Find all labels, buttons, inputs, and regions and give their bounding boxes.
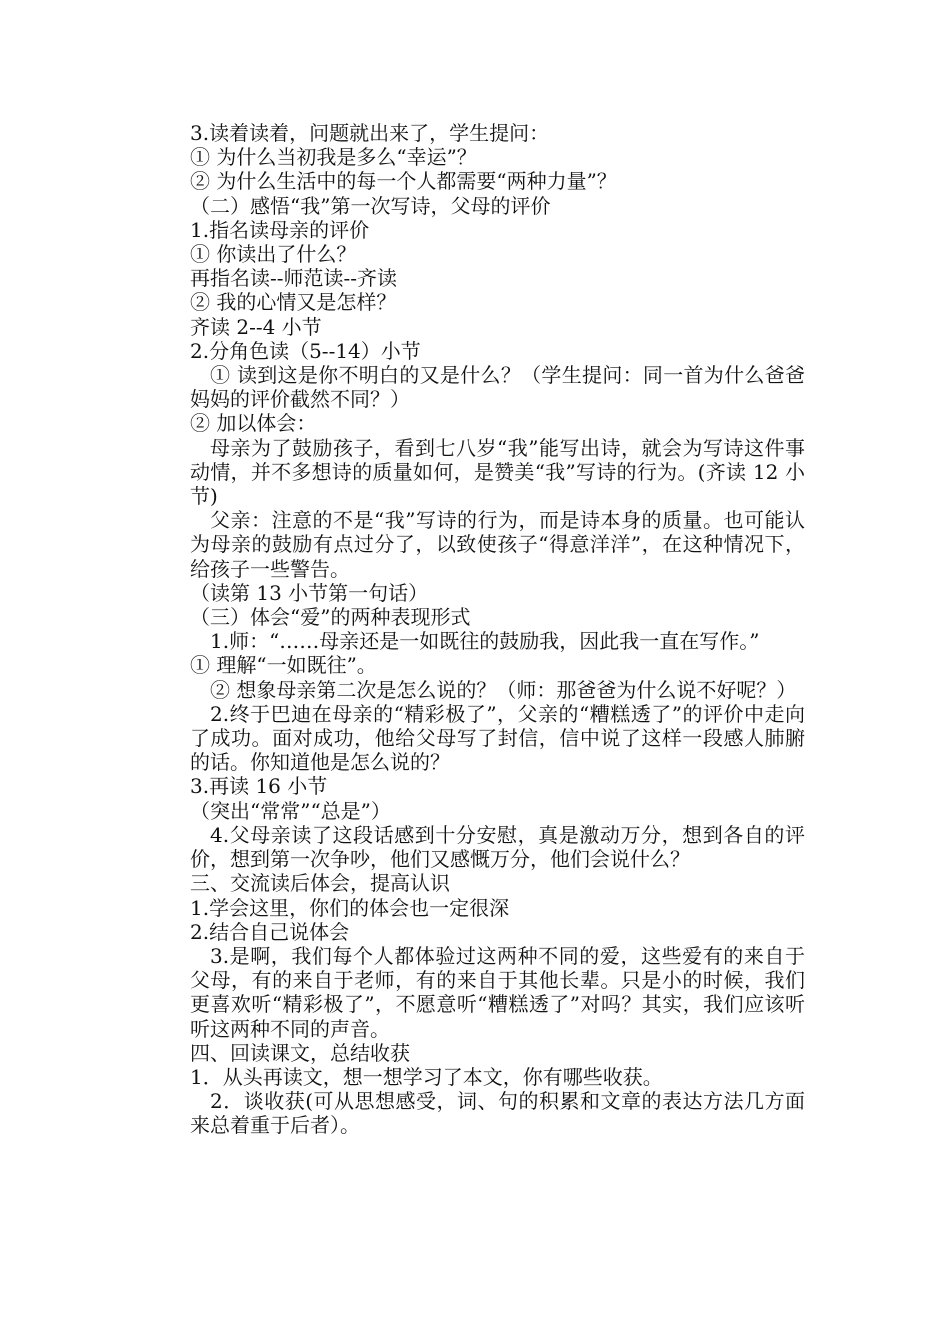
text-line: ② 我的心情又是怎样？: [190, 290, 397, 315]
section-heading: 四、回读课文，总结收获: [190, 1040, 410, 1065]
section-heading: （二）感悟“我”第一次写诗，父母的评价: [190, 193, 551, 218]
text-line: ② 为什么生活中的每一个人都需要“两种力量”？: [190, 169, 617, 194]
text-line: 1．从头再读文，想一想学习了本文，你有哪些收获。: [190, 1064, 663, 1089]
text-line: 3.读着读着，问题就出来了，学生提问：: [190, 121, 550, 145]
paragraph: 2．谈收获(可从思想感受，词、句的积累和文章的表达方法几方面来总着重于后者）。: [190, 1089, 805, 1138]
text-line: ② 加以体会：: [190, 411, 317, 436]
text-line: （突出“常常”“总是”）: [190, 798, 391, 823]
paragraph: 2.终于巴迪在母亲的“精彩极了”，父亲的“糟糕透了”的评价中走向了成功。面对成功，他给父母写了封信，信中说了这样一段感人肺腑的话。你知道他是怎么说的？: [190, 701, 805, 775]
text-line: 齐读 2--4 小节: [190, 314, 322, 339]
paragraph: ① 读到这是你不明白的又是什么？（学生提问：同一首为什么爸爸妈妈的评价截然不同？）: [190, 363, 805, 412]
section-heading: （三）体会“爱”的两种表现形式: [190, 605, 471, 630]
text-line: 再指名读--师范读--齐读: [190, 266, 398, 291]
paragraph: ② 想象母亲第二次是怎么说的？（师：那爸爸为什么说不好呢？）: [210, 677, 797, 702]
text-line: ① 你读出了什么？: [190, 242, 357, 267]
section-heading: 三、交流读后体会，提高认识: [190, 871, 450, 896]
paragraph: 母亲为了鼓励孩子，看到七八岁“我”能写出诗，就会为写诗这件事动情，并不多想诗的质量如何，是赞美“我”写诗的行为。(齐读 12 小节): [190, 435, 805, 509]
text-line: 2.结合自己说体会: [190, 919, 350, 944]
text-line: 1.指名读母亲的评价: [190, 217, 370, 242]
document-body: [190, 121, 805, 1138]
text-line: 3.再读 16 小节: [190, 774, 328, 799]
paragraph: 父亲：注意的不是“我”写诗的行为，而是诗本身的质量。也可能认为母亲的鼓励有点过分了，以致使孩子“得意洋洋”，在这种情况下，给孩子一些警告。: [190, 508, 805, 581]
text-line: （读第 13 小节第一句话）: [190, 580, 429, 605]
paragraph: 3.是啊，我们每个人都体验过这两种不同的爱，这些爱有的来自于父母，有的来自于老师，有的来自于其他长辈。只是小的时候，我们更喜欢听“精彩极了”，不愿意听“糟糕透了”对吗？其实，我们应该听听这两种不同的声音。: [190, 943, 805, 1041]
paragraph: 4.父母亲读了这段话感到十分安慰，真是激动万分，想到各自的评价，想到第一次争吵，他们又感慨万分，他们会说什么？: [190, 822, 805, 872]
text-line: ① 为什么当初我是多么“幸运”？: [190, 145, 477, 170]
paragraph: 1.师：“……母亲还是一如既往的鼓励我，因此我一直在写作。”: [210, 629, 760, 654]
text-line: ① 理解“一如既往”。: [190, 653, 377, 678]
text-line: 1.学会这里，你们的体会也一定很深: [190, 895, 510, 920]
text-line: 2.分角色读（5--14）小节: [190, 338, 421, 363]
